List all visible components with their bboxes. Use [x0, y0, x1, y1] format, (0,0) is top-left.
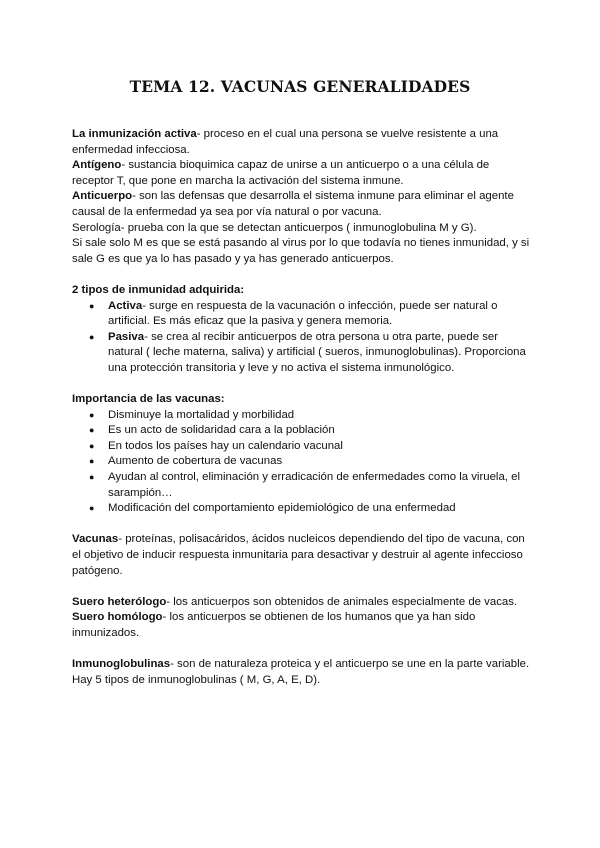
list-item: ● Modificación del comportamiento epidemiológico de una enfermedad: [72, 501, 532, 517]
list-item: ● Disminuye la mortalidad y morbilidad: [72, 408, 532, 424]
term: La inmunización activa: [72, 128, 197, 140]
immunity-list: [72, 299, 532, 377]
definition-vacunas: Vacunas- proteínas, polisacáridos, ácidos nucleicos dependiendo del tipo de vacuna, con el objetivo de inducir respuesta inmunitaria para desactivar y destruir al agente infeccioso patógeno.: [72, 533, 525, 577]
serologia: Serología- prueba con la que se detectan anticuerpos ( inmunoglobulina M y G).: [72, 221, 477, 234]
bullet-icon: ●: [89, 456, 95, 467]
definition-suero-heterologo: Suero heterólogo- los anticuerpos son obtenidos de animales especialmente de vacas.: [72, 595, 518, 608]
definition-antigeno: Antígeno- sustancia bioquimica capaz de unirse a un anticuerpo o a una célula de receptor T, que pone en marcha la activación del sistema inmune.: [72, 159, 490, 187]
definition-inmunizacion: La inmunización activa- proceso en el cual una persona se vuelve resistente a una enfermedad infecciosa.: [72, 128, 499, 156]
term: Anticuerpo: [72, 190, 133, 203]
list-item: ● Pasiva- se crea al recibir anticuerpos de otra persona u otra parte, puede ser natural ( leche materna, saliva) y artificial ( sueros, inmunoglobulinas). Proporciona una protección transitoria y leve y no activa el sistema inmunológico.: [89, 330, 526, 374]
list-item: ● Aumento de cobertura de vacunas: [72, 454, 532, 470]
bullet-icon: ●: [89, 331, 95, 342]
immunity-heading: 2 tipos de inmunidad adquirida:: [72, 283, 245, 296]
bullet-icon: ●: [89, 425, 95, 436]
serologia-note: Si sale solo M es que se está pasando al virus por lo que todavía no tienes inmunidad, y si sale G es que ya lo has pasado y ya has generado anticuerpos.: [72, 237, 530, 265]
definition-suero-homologo: Suero homólogo- los anticuerpos se obtienen de los humanos que ya han sido inmunizados.: [72, 611, 476, 639]
list-item: ● En todos los países hay un calendario vacunal: [72, 439, 532, 455]
list-item: ● Ayudan al control, eliminación y erradicación de enfermedades como la viruela, el sarampión…: [89, 471, 520, 499]
bullet-icon: ●: [89, 503, 95, 514]
bullet-icon: ●: [89, 440, 95, 451]
list-item: ● Es un acto de solidaridad cara a la población: [72, 423, 532, 439]
term: Antígeno: [72, 159, 122, 172]
bullet-icon: ●: [89, 472, 95, 483]
document-body: [72, 127, 532, 688]
list-item: ● Activa- surge en respuesta de la vacunación o infección, puede ser natural o artificial. Es más eficaz que la pasiva y genera memoria.: [89, 299, 498, 328]
importance-list: [72, 408, 532, 517]
bullet-icon: ●: [89, 409, 95, 420]
definition-inmunoglobulinas: Inmunoglobulinas- son de naturaleza proteica y el anticuerpo se une en la parte variable. Hay 5 tipos de inmunoglobulinas ( M, G, A, E, D).: [72, 658, 530, 686]
bullet-icon: ●: [89, 300, 95, 311]
definition-anticuerpo: Anticuerpo- son las defensas que desarrolla el sistema inmune para eliminar el agente causal de la enfermedad ya sea por vía natural o por vacuna.: [72, 190, 514, 218]
importance-heading: Importancia de las vacunas:: [72, 393, 225, 406]
page-title: TEMA 12. VACUNAS GENERALIDADES: [129, 77, 471, 96]
